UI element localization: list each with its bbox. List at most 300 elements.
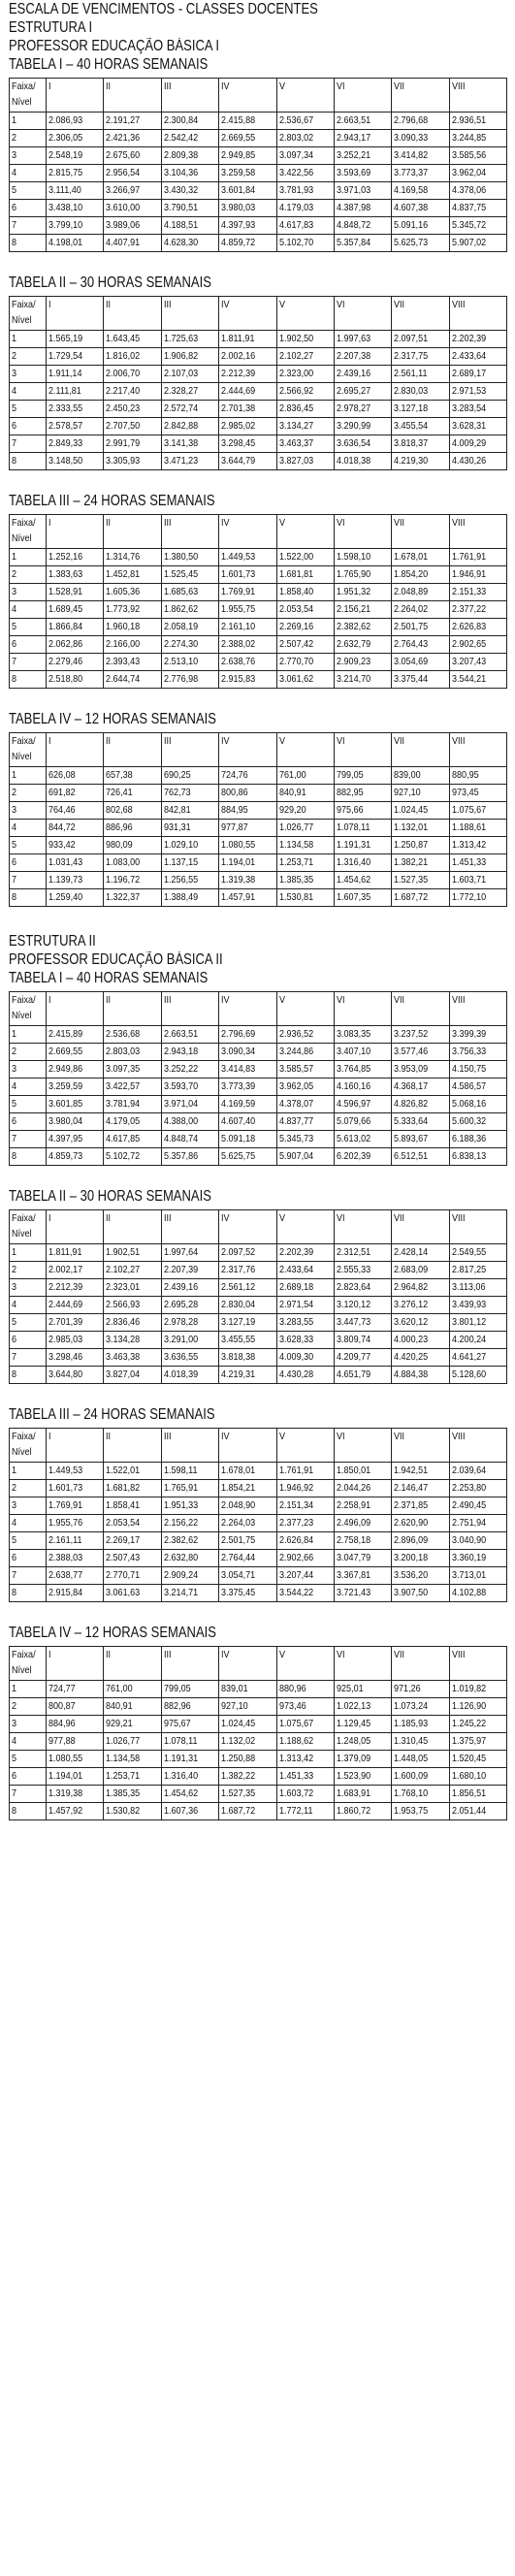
value-cell [276, 1497, 334, 1515]
level-header-cell [334, 733, 391, 767]
faixa-cell [10, 113, 47, 130]
value-cell [276, 837, 334, 854]
value-cell [392, 1079, 449, 1096]
value-label: 3.455,55 [221, 1334, 256, 1345]
value-cell [219, 435, 276, 453]
value-label: 3.407,10 [336, 1046, 371, 1057]
value-cell [219, 1733, 276, 1751]
value-label: 2.572,74 [163, 402, 198, 414]
value-label: 1.313,42 [451, 839, 486, 851]
value-cell [104, 1497, 161, 1515]
value-label: 2.202,39 [278, 1246, 313, 1258]
value-cell [392, 1768, 449, 1786]
value-cell [334, 767, 391, 785]
table-row [10, 1497, 507, 1515]
value-label: 1.761,91 [278, 1465, 313, 1476]
value-label: 3.463,38 [106, 1351, 141, 1363]
value-cell [334, 1044, 391, 1061]
value-cell [449, 418, 506, 435]
value-cell [392, 785, 449, 802]
value-label: 3.827,03 [278, 455, 313, 467]
level-header-cell [449, 79, 506, 113]
value-cell [161, 1026, 218, 1044]
value-cell [47, 147, 104, 165]
value-cell [219, 1044, 276, 1061]
faixa-label: 5 [12, 402, 17, 414]
table-row [10, 1349, 507, 1367]
faixa-cell [10, 1349, 47, 1367]
value-label: 2.156,22 [163, 1517, 198, 1529]
faixa-label: 3 [12, 1499, 17, 1511]
value-label: 1.687,72 [394, 891, 429, 903]
level-header-cell [276, 79, 334, 113]
value-label: 2.439,16 [163, 1281, 198, 1293]
value-cell [276, 549, 334, 566]
table-row [10, 331, 507, 348]
value-label: 2.207,39 [163, 1264, 198, 1275]
value-cell [449, 1480, 506, 1497]
value-cell [47, 1681, 104, 1698]
faixa-label: 7 [12, 874, 17, 886]
level-header-label: I [48, 994, 51, 1006]
value-cell [161, 418, 218, 435]
value-cell [449, 1698, 506, 1716]
value-cell [104, 1279, 161, 1297]
value-label: 2.764,44 [221, 1552, 256, 1563]
value-cell [161, 366, 218, 383]
value-cell [276, 1768, 334, 1786]
value-cell [334, 235, 391, 252]
level-header-label: III [163, 994, 172, 1006]
value-label: 3.601,85 [48, 1098, 83, 1110]
value-label: 2.764,43 [394, 638, 429, 650]
table-row [10, 165, 507, 182]
value-cell [47, 1297, 104, 1314]
value-label: 2.161,10 [221, 621, 256, 632]
value-label: 2.815,75 [48, 167, 83, 178]
value-label: 840,91 [106, 1700, 134, 1712]
salary-table [9, 296, 507, 470]
value-cell [104, 820, 161, 837]
value-cell [449, 601, 506, 619]
value-label: 2.415,88 [221, 114, 256, 126]
value-label: 2.039,64 [451, 1465, 486, 1476]
value-label: 1.522,01 [106, 1465, 141, 1476]
value-label: 2.915,84 [48, 1587, 83, 1598]
table-row [10, 401, 507, 418]
value-cell [449, 584, 506, 601]
value-cell [392, 1096, 449, 1113]
value-cell [161, 1803, 218, 1820]
value-label: 5.625,75 [221, 1150, 256, 1162]
value-cell [392, 1113, 449, 1131]
faixa-cell [10, 1698, 47, 1716]
level-header-label: III [163, 1431, 172, 1442]
value-label: 1.773,92 [106, 603, 141, 615]
value-cell [219, 1096, 276, 1113]
value-cell [47, 671, 104, 689]
value-label: 2.830,03 [394, 385, 429, 397]
table-title: TABELA II – 30 HORAS SEMANAIS [9, 274, 211, 291]
value-label: 1.772,10 [451, 891, 486, 903]
value-cell [219, 1113, 276, 1131]
value-label: 1.383,63 [48, 568, 83, 580]
value-cell [219, 418, 276, 435]
value-cell [392, 1585, 449, 1602]
value-cell [276, 854, 334, 872]
value-label: 1.252,16 [48, 551, 83, 563]
value-cell [449, 130, 506, 147]
table-row [10, 1096, 507, 1113]
value-label: 3.097,34 [278, 149, 313, 161]
value-label: 1.319,38 [221, 874, 256, 886]
faixa-label: 6 [12, 1770, 17, 1782]
value-cell [276, 767, 334, 785]
value-cell [219, 601, 276, 619]
value-label: 3.544,21 [451, 673, 486, 685]
value-label: 2.985,02 [221, 420, 256, 432]
value-label: 1.139,73 [48, 874, 83, 886]
value-cell [449, 1463, 506, 1480]
value-cell [161, 584, 218, 601]
value-label: 2.371,85 [394, 1499, 429, 1511]
value-cell [47, 549, 104, 566]
value-cell [334, 1698, 391, 1716]
level-header-cell [104, 1647, 161, 1681]
value-cell [47, 889, 104, 907]
value-label: 2.102,27 [278, 350, 313, 362]
value-cell [276, 1113, 334, 1131]
level-header-label: II [106, 517, 112, 529]
value-label: 2.561,12 [221, 1281, 256, 1293]
value-cell [161, 435, 218, 453]
value-label: 1.454,62 [336, 874, 371, 886]
table-row [10, 348, 507, 366]
table-row [10, 1079, 507, 1096]
value-label: 1.075,67 [278, 1718, 313, 1729]
level-header-label: I [48, 299, 51, 310]
value-label: 1.310,45 [394, 1735, 429, 1747]
value-label: 1.527,35 [394, 874, 429, 886]
value-label: 3.438,10 [48, 202, 83, 213]
value-label: 1.078,11 [336, 821, 370, 833]
value-label: 4.859,73 [48, 1150, 83, 1162]
value-cell [104, 1567, 161, 1585]
value-label: 2.695,28 [163, 1299, 198, 1310]
faixa-cell [10, 1367, 47, 1384]
value-label: 2.936,51 [451, 114, 486, 126]
value-label: 2.212,39 [221, 368, 256, 379]
value-cell [449, 636, 506, 654]
value-label: 2.518,80 [48, 673, 83, 685]
value-label: 3.636,54 [336, 437, 371, 449]
row-header-cell [10, 515, 47, 549]
value-cell [219, 1297, 276, 1314]
table-row [10, 1515, 507, 1532]
value-cell [334, 785, 391, 802]
value-cell [47, 1026, 104, 1044]
value-cell [104, 1550, 161, 1567]
value-label: 802,68 [106, 804, 134, 816]
value-cell [219, 820, 276, 837]
value-label: 1.245,22 [451, 1718, 486, 1729]
value-label: 1.680,10 [451, 1770, 486, 1782]
value-cell [449, 566, 506, 584]
row-header-label: Faixa/ Nível [12, 994, 36, 1021]
faixa-label: 2 [12, 787, 17, 798]
value-cell [392, 671, 449, 689]
table-row [10, 1698, 507, 1716]
value-cell [219, 785, 276, 802]
value-cell [219, 1244, 276, 1262]
value-label: 2.507,43 [106, 1552, 141, 1563]
value-cell [47, 1096, 104, 1113]
value-cell [219, 1497, 276, 1515]
value-label: 3.237,52 [394, 1028, 429, 1040]
level-header-label: II [106, 1649, 112, 1660]
value-label: 1.862,62 [163, 603, 198, 615]
faixa-label: 7 [12, 1569, 17, 1581]
value-cell [219, 619, 276, 636]
level-header-cell [334, 297, 391, 331]
value-cell [161, 566, 218, 584]
value-label: 2.421,36 [106, 132, 141, 144]
value-cell [104, 802, 161, 820]
faixa-cell [10, 1044, 47, 1061]
value-label: 2.501,75 [394, 621, 429, 632]
value-cell [219, 401, 276, 418]
value-cell [47, 785, 104, 802]
faixa-label: 7 [12, 1787, 17, 1799]
value-cell [47, 1148, 104, 1166]
value-cell [276, 348, 334, 366]
faixa-cell [10, 767, 47, 785]
value-cell [334, 1026, 391, 1044]
value-cell [161, 348, 218, 366]
value-label: 3.283,54 [451, 402, 486, 414]
faixa-cell [10, 1096, 47, 1113]
level-header-cell [219, 733, 276, 767]
value-cell [161, 217, 218, 235]
value-label: 6.838,13 [451, 1150, 486, 1162]
faixa-cell [10, 1567, 47, 1585]
value-label: 1.681,82 [106, 1482, 141, 1494]
value-cell [392, 619, 449, 636]
level-header-label: IV [221, 735, 230, 747]
faixa-cell [10, 584, 47, 601]
value-cell [392, 1716, 449, 1733]
value-label: 1.678,01 [221, 1465, 256, 1476]
value-label: 1.019,82 [451, 1683, 486, 1694]
value-cell [219, 1515, 276, 1532]
value-cell [392, 889, 449, 907]
value-label: 1.451,33 [278, 1770, 313, 1782]
value-cell [276, 165, 334, 182]
level-header-cell [449, 1647, 506, 1681]
value-cell [449, 1131, 506, 1148]
value-label: 3.283,55 [278, 1316, 313, 1328]
value-label: 2.097,51 [394, 333, 429, 344]
value-cell [104, 1262, 161, 1279]
value-label: 2.796,69 [221, 1028, 256, 1040]
value-label: 2.638,77 [48, 1569, 83, 1581]
value-label: 2.566,93 [106, 1299, 141, 1310]
value-cell [449, 1786, 506, 1803]
value-label: 1.385,35 [278, 874, 313, 886]
value-label: 2.490,45 [451, 1499, 486, 1511]
level-header-cell [449, 733, 506, 767]
value-label: 4.407,91 [106, 237, 141, 248]
value-cell [449, 1751, 506, 1768]
faixa-label: 6 [12, 638, 17, 650]
value-cell [47, 566, 104, 584]
level-header-cell [392, 515, 449, 549]
value-cell [392, 1044, 449, 1061]
value-cell [219, 584, 276, 601]
value-label: 3.090,34 [221, 1046, 256, 1057]
value-cell [334, 435, 391, 453]
value-cell [161, 1567, 218, 1585]
value-cell [449, 366, 506, 383]
value-label: 800,86 [221, 787, 248, 798]
level-header-label: IV [221, 80, 230, 92]
value-cell [334, 1550, 391, 1567]
value-cell [276, 1751, 334, 1768]
value-label: 2.555,33 [336, 1264, 371, 1275]
value-cell [392, 601, 449, 619]
value-cell [104, 549, 161, 566]
value-label: 1.250,87 [394, 839, 429, 851]
value-label: 2.548,19 [48, 149, 83, 161]
value-label: 884,96 [48, 1718, 76, 1729]
value-cell [219, 1262, 276, 1279]
value-label: 3.644,79 [221, 455, 256, 467]
level-header-cell [104, 1210, 161, 1244]
value-label: 2.269,16 [278, 621, 313, 632]
value-cell [449, 1279, 506, 1297]
value-label: 2.943,18 [163, 1046, 198, 1057]
faixa-cell [10, 889, 47, 907]
table-row [10, 837, 507, 854]
level-header-cell [104, 297, 161, 331]
value-label: 2.632,80 [163, 1552, 198, 1563]
value-cell [392, 1786, 449, 1803]
level-header-cell [161, 1210, 218, 1244]
value-cell [104, 366, 161, 383]
faixa-cell [10, 1463, 47, 1480]
value-label: 3.980,04 [48, 1115, 83, 1127]
value-cell [334, 566, 391, 584]
value-cell [219, 802, 276, 820]
value-label: 1.259,40 [48, 891, 83, 903]
value-cell [47, 767, 104, 785]
level-header-label: VII [394, 80, 405, 92]
value-cell [47, 1314, 104, 1332]
value-label: 3.298,46 [48, 1351, 83, 1363]
value-label: 1.253,71 [106, 1770, 141, 1782]
value-cell [449, 1768, 506, 1786]
value-cell [276, 418, 334, 435]
level-header-cell [219, 297, 276, 331]
value-label: 2.956,54 [106, 167, 141, 178]
faixa-cell [10, 165, 47, 182]
row-header-cell [10, 733, 47, 767]
value-cell [219, 1567, 276, 1585]
value-label: 2.909,24 [163, 1569, 198, 1581]
value-label: 1.454,62 [163, 1787, 198, 1799]
value-label: 2.439,16 [336, 368, 371, 379]
value-cell [334, 584, 391, 601]
value-label: 1.314,76 [106, 551, 141, 563]
value-label: 2.044,26 [336, 1482, 371, 1494]
value-cell [104, 1463, 161, 1480]
level-header-label: III [163, 1649, 172, 1660]
value-cell [219, 1716, 276, 1733]
value-label: 2.202,39 [451, 333, 486, 344]
value-cell [161, 889, 218, 907]
value-cell [47, 1463, 104, 1480]
value-label: 2.264,03 [221, 1517, 256, 1529]
value-label: 975,66 [336, 804, 364, 816]
value-cell [104, 1698, 161, 1716]
value-label: 1.024,45 [221, 1718, 256, 1729]
value-cell [334, 1096, 391, 1113]
level-header-cell [219, 1429, 276, 1463]
value-cell [47, 1567, 104, 1585]
level-header-label: VI [336, 517, 345, 529]
table-row [10, 1131, 507, 1148]
value-cell [276, 1532, 334, 1550]
row-header-cell [10, 992, 47, 1026]
value-label: 973,46 [278, 1700, 306, 1712]
value-label: 1.078,11 [163, 1735, 198, 1747]
value-cell [219, 837, 276, 854]
value-cell [104, 654, 161, 671]
value-label: 1.520,45 [451, 1753, 486, 1764]
level-header-cell [392, 733, 449, 767]
faixa-label: 5 [12, 184, 17, 196]
value-cell [104, 1061, 161, 1079]
value-cell [161, 872, 218, 889]
value-label: 3.127,19 [221, 1316, 256, 1328]
value-cell [449, 217, 506, 235]
value-cell [392, 1332, 449, 1349]
value-cell [334, 1532, 391, 1550]
value-label: 4.219,31 [221, 1368, 256, 1380]
value-label: 4.617,83 [278, 219, 313, 231]
level-header-cell [104, 733, 161, 767]
value-label: 800,87 [48, 1700, 76, 1712]
value-label: 1.448,05 [394, 1753, 429, 1764]
value-cell [47, 1332, 104, 1349]
value-cell [449, 1332, 506, 1349]
level-header-label: VI [336, 1212, 345, 1224]
value-label: 6.188,36 [451, 1133, 486, 1144]
value-label: 2.312,51 [336, 1246, 371, 1258]
faixa-cell [10, 182, 47, 200]
value-label: 3.414,82 [394, 149, 429, 161]
value-label: 3.266,97 [106, 184, 141, 196]
value-label: 1.860,72 [336, 1805, 371, 1817]
value-cell [276, 1297, 334, 1314]
value-label: 5.600,32 [451, 1115, 486, 1127]
value-cell [334, 165, 391, 182]
value-cell [449, 837, 506, 854]
value-label: 1.188,62 [278, 1735, 313, 1747]
value-label: 1.132,02 [221, 1735, 256, 1747]
value-label: 2.638,76 [221, 656, 256, 667]
faixa-label: 7 [12, 437, 17, 449]
